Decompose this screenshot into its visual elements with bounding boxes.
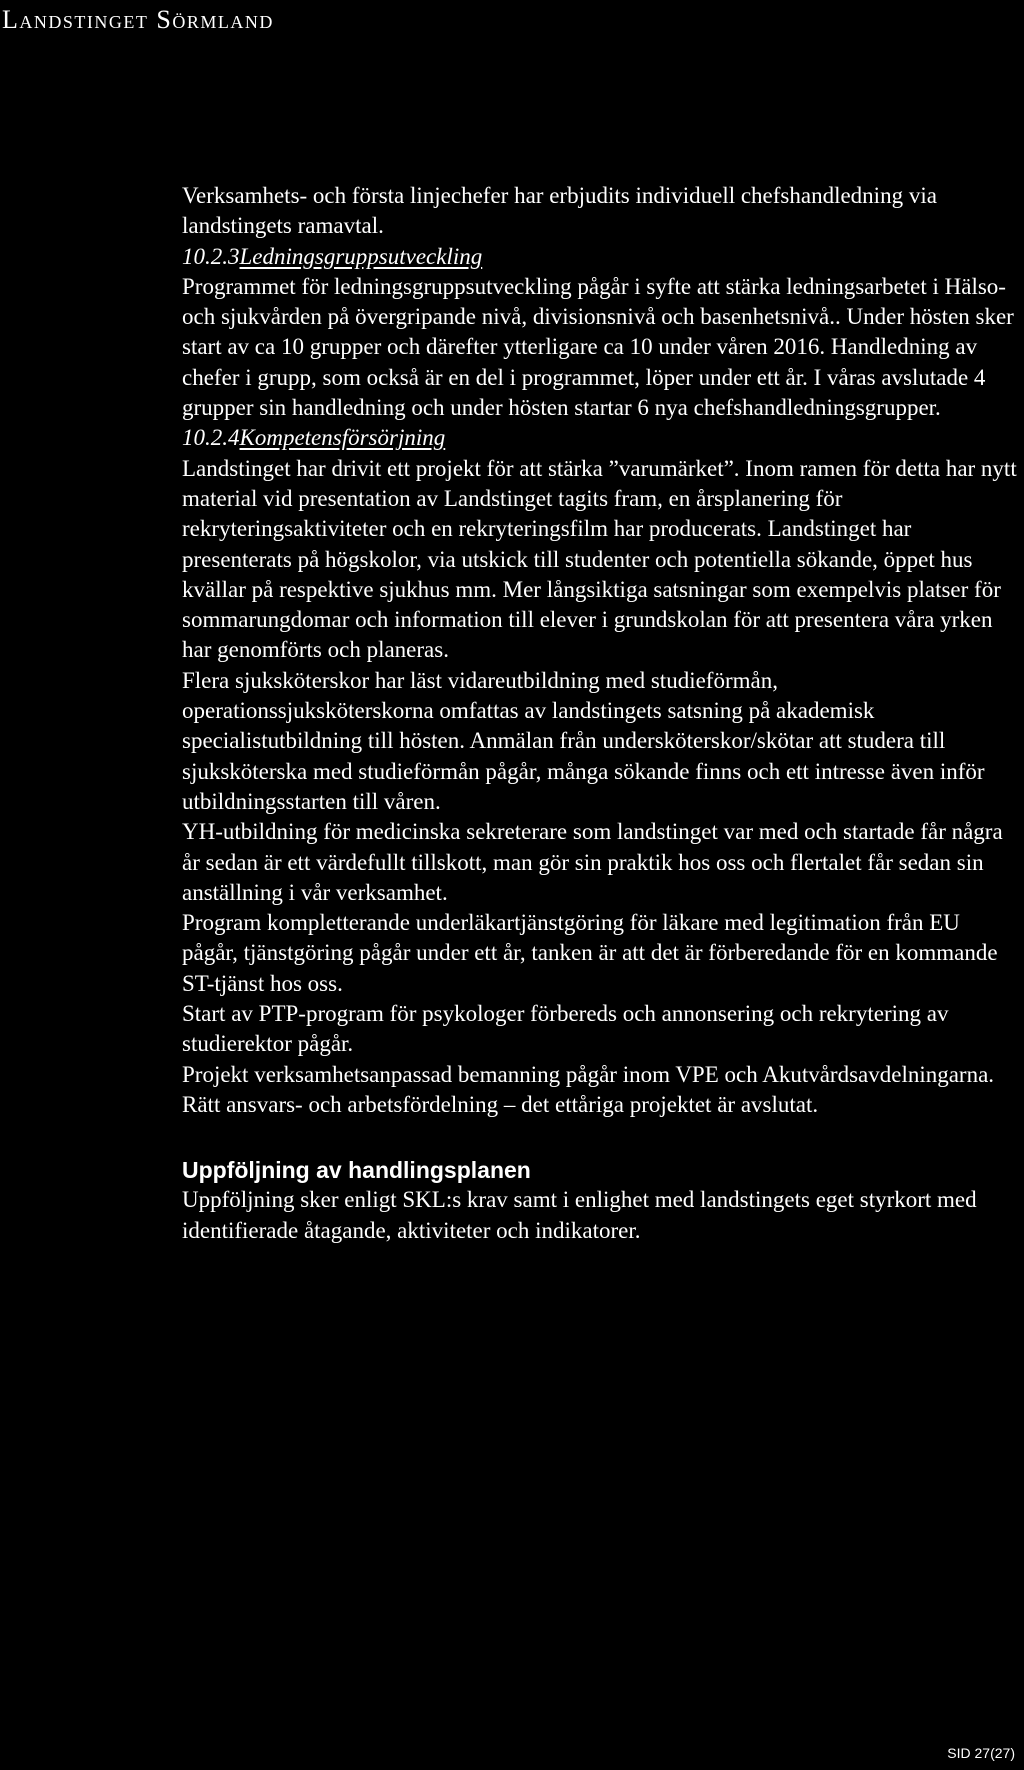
- paragraph-ptp-program: Start av PTP-program för psykologer förbereds och annonsering och rekrytering av studierektor pågår.: [182, 1001, 949, 1057]
- subsection-number: 10.2.3: [182, 243, 240, 269]
- followup-paragraph: Uppföljning sker enligt SKL:s krav samt i enlighet med landstingets eget styrkort med identifierade åtagande, aktiviteter och indikatorer.: [182, 1187, 977, 1243]
- organization-header: Landstinget Sörmland: [2, 5, 274, 34]
- paragraph-varumarket: Landstinget har drivit ett projekt för att stärka ”varumärket”. Inom ramen för detta har nytt material vid presentation av Landstinget tagits fram, en årsplanering för rekryteringsaktiviteter och en rekryteringsfilm har producerats. Landstinget har presenterats på högskolor, via utskick till studenter och potentiella sökande, öppet hus kvällar på respektive sjukhus mm. Mer långsiktiga satsningar som exempelvis platser för sommarungdomar och information till elever i grundskolan för att presentera våra yrken har genomförts och planeras.: [182, 455, 1017, 663]
- intro-paragraph: Verksamhets- och första linjechefer har erbjudits individuell chefshandledning via landstingets ramavtal.: [182, 183, 937, 239]
- subsection-heading-10-2-3: [182, 242, 1020, 272]
- page-number: SID 27(27): [947, 1745, 1015, 1761]
- subsection-title: Ledningsgruppsutveckling: [239, 243, 483, 269]
- paragraph-sjukskoterskor: Flera sjuksköterskor har läst vidareutbildning med studieförmån, operationssjuksköterskorna omfattas av landstingets satsning på akademisk specialistutbildning till hösten. Anmälan från undersköterskor/skötar att studera till sjuksköterska med studieförmån pågår, många sökande finns och ett intresse även inför utbildningsstarten till våren.: [182, 667, 985, 814]
- paragraph-bemanning: Projekt verksamhetsanpassad bemanning pågår inom VPE och Akutvårdsavdelningarna.: [182, 1061, 995, 1087]
- document-body: [182, 181, 1020, 1246]
- subsection-heading-10-2-4: [182, 423, 1020, 453]
- paragraph-arbetsfordelning: Rätt ansvars- och arbetsfördelning – det ettåriga projektet är avslutat.: [182, 1091, 819, 1117]
- subsection-title: Kompetensförsörjning: [239, 425, 446, 451]
- subsection-number: 10.2.4: [182, 425, 240, 451]
- paragraph-underlakartjanstgoring: Program kompletterande underläkartjänstgöring för läkare med legitimation från EU pågår, tjänstgöring pågår under ett år, tanken är att det är förberedande för en kommande ST-tjänst hos oss.: [182, 910, 998, 996]
- subsection-paragraph: Programmet för ledningsgruppsutveckling pågår i syfte att stärka ledningsarbetet i Hälso- och sjukvården på övergripande nivå, divisionsnivå och basenhetsnivå.. Under hösten sker start av ca 10 grupper och därefter ytterligare ca 10 under våren 2016. Handledning av chefer i grupp, som också är en del i programmet, löper under ett år. I våras avslutade 4 grupper sin handledning och under hösten startar 6 nya chefshandledningsgrupper.: [182, 273, 1014, 421]
- paragraph-yh-utbildning: YH-utbildning för medicinska sekreterare som landstinget var med och startade får några år sedan är ett värdefullt tillskott, man gör sin praktik hos oss och flertalet får sedan sin anställning i vår verksamhet.: [182, 819, 1003, 905]
- section-heading-uppfoljning: Uppföljning av handlingsplanen: [182, 1157, 531, 1184]
